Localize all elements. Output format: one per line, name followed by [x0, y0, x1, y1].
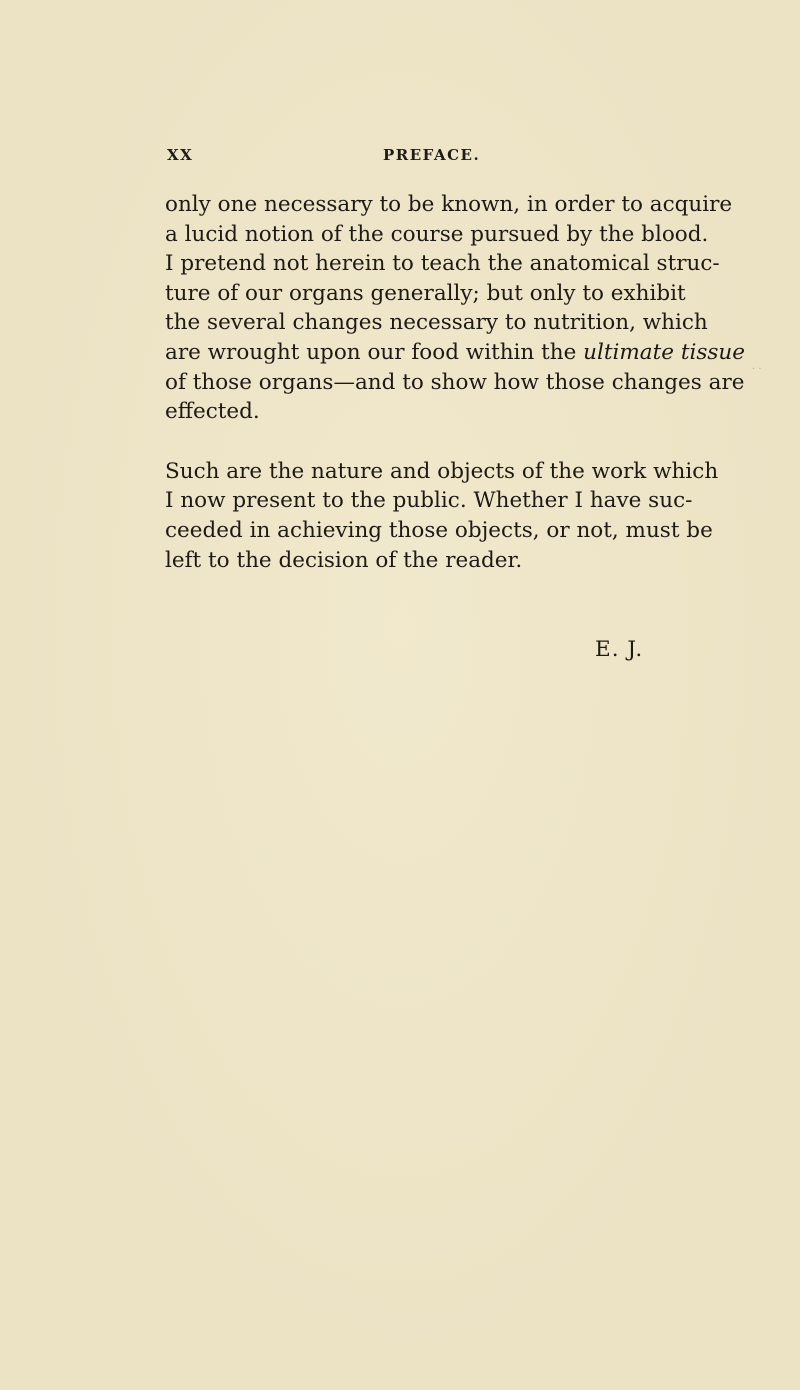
text-line: ceeded in achieving those objects, or not, must be [165, 517, 713, 543]
text-line: a lucid notion of the course pursued by the blood. [165, 221, 709, 247]
text-line: effected. [165, 399, 260, 425]
text-segment: are wrought upon our food within the [165, 339, 577, 365]
signature: E. J. [595, 637, 644, 662]
italic-phrase: ultimate tissue [583, 339, 745, 365]
paragraph-2 [165, 457, 719, 575]
margin-speck: · · [752, 364, 762, 375]
text-line: ture of our organs generally; but only to exhibit [165, 280, 686, 306]
text-line: I pretend not herein to teach the anatomical struc- [165, 251, 720, 277]
text-line: only one necessary to be known, in order to acquire [165, 192, 733, 217]
text-line: Such are the nature and objects of the work which [165, 458, 719, 484]
text-line: I now present to the public. Whether I have suc- [165, 488, 693, 514]
paragraph-gap [165, 427, 675, 457]
body-text [165, 190, 745, 575]
running-head [165, 146, 675, 170]
page-number: XX [167, 146, 194, 164]
text-line: the several changes necessary to nutrition, which [165, 310, 708, 336]
text-line: left to the decision of the reader. [165, 547, 523, 573]
text-line-with-italic [165, 338, 745, 368]
paragraph-1 [165, 190, 745, 427]
text-line: of those organs—and to show how those changes are [165, 369, 745, 395]
page-title: PREFACE. [383, 146, 481, 164]
